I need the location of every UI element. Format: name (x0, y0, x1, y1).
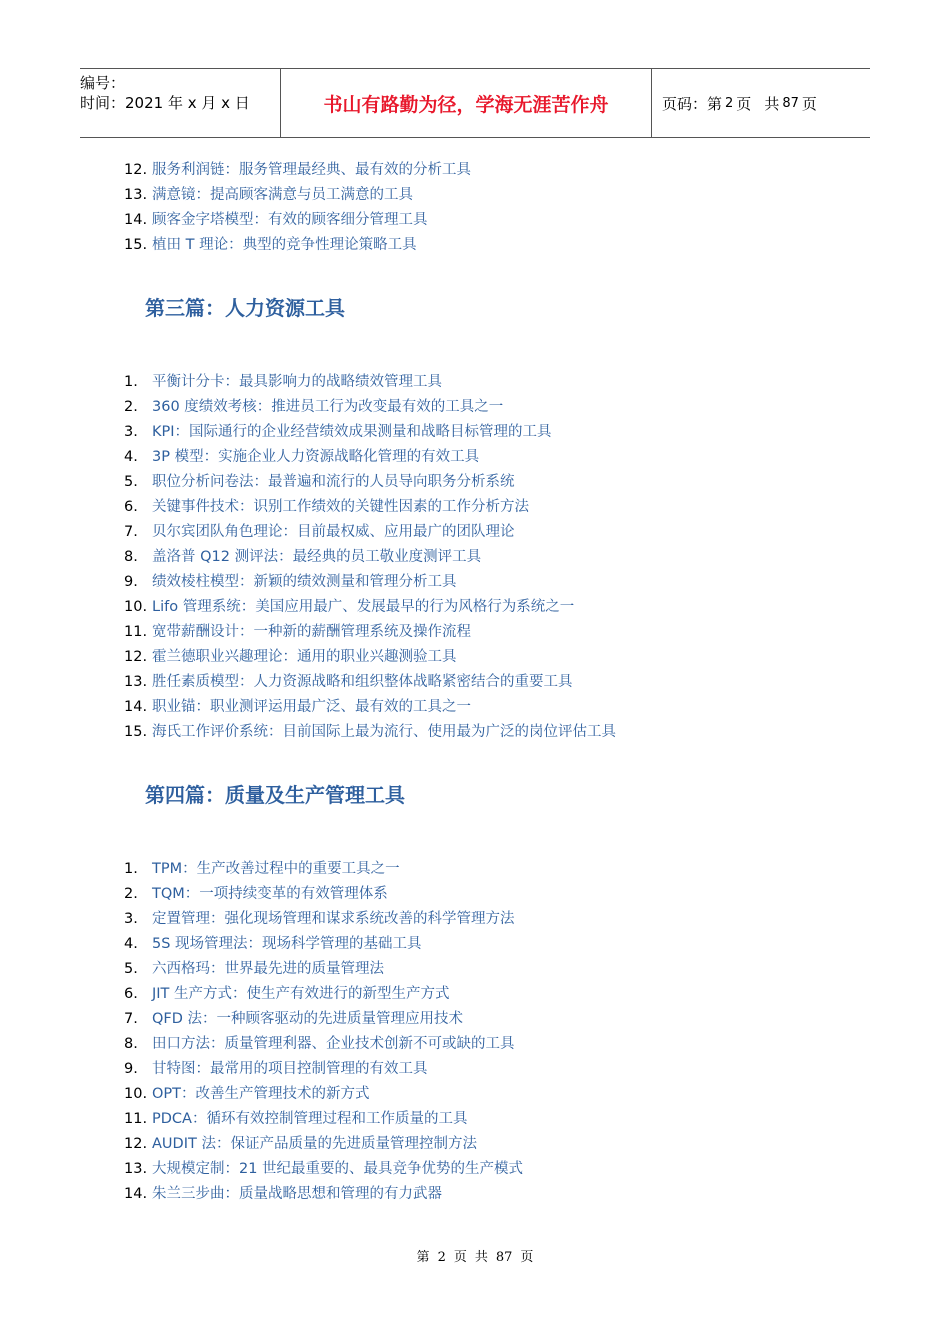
footer-total-pages: 87 (495, 1250, 513, 1265)
list-item: 6. JIT 生产方式：使生产有效进行的新型生产方式 (124, 986, 450, 1002)
list-item: 1. TPM：生产改善过程中的重要工具之一 (124, 861, 400, 877)
list-item: 2. TQM：一项持续变革的有效管理体系 (124, 886, 388, 902)
total-label: 共 (764, 94, 780, 113)
list-item: 12. 服务利润链：服务管理最经典、最有效的分析工具 (124, 162, 471, 178)
footer-prefix: 第 (416, 1250, 430, 1265)
list-item: 8. 田口方法：质量管理利器、企业技术创新不可或缺的工具 (124, 1036, 515, 1052)
footer-total-prefix: 共 (474, 1250, 488, 1265)
list-item: 3. KPI：国际通行的企业经营绩效成果测量和战略目标管理的工具 (124, 424, 552, 440)
page-unit: 页 (736, 94, 752, 113)
page-number: 2 (725, 95, 734, 111)
list-item: 13. 满意镜：提高顾客满意与员工满意的工具 (124, 187, 413, 203)
section-title-hr: 第三篇：人力资源工具 (145, 296, 345, 320)
list-item: 10. OPT：改善生产管理技术的新方式 (124, 1086, 370, 1102)
quality-tools-list (124, 857, 523, 1207)
list-item: 6. 关键事件技术：识别工作绩效的关键性因素的工作分析方法 (124, 499, 529, 515)
list-item: 12. AUDIT 法：保证产品质量的先进质量管理控制方法 (124, 1136, 477, 1152)
total-pages: 87 (782, 95, 799, 111)
list-item: 15. 海氏工作评价系统：目前国际上最为流行、使用最为广泛的岗位评估工具 (124, 724, 616, 740)
list-item: 14. 朱兰三步曲：质量战略思想和管理的有力武器 (124, 1186, 442, 1202)
header-meta (80, 69, 280, 137)
page-label: 页码：第 (662, 94, 723, 113)
list-continued (124, 158, 471, 258)
list-item: 3. 定置管理：强化现场管理和谋求系统改善的科学管理方法 (124, 911, 515, 927)
list-item: 1. 平衡计分卡：最具影响力的战略绩效管理工具 (124, 374, 442, 390)
section-title-quality: 第四篇：质量及生产管理工具 (145, 783, 405, 807)
list-item: 4. 5S 现场管理法：现场科学管理的基础工具 (124, 936, 422, 952)
list-item: 9. 甘特图：最常用的项目控制管理的有效工具 (124, 1061, 428, 1077)
list-item: 5. 六西格玛：世界最先进的质量管理法 (124, 961, 384, 977)
document-date: 时间：2021 年 x 月 x 日 (80, 94, 250, 112)
page-header (80, 68, 870, 138)
list-item: 15. 植田 T 理论：典型的竞争性理论策略工具 (124, 237, 417, 253)
list-item: 4. 3P 模型：实施企业人力资源战略化管理的有效工具 (124, 449, 480, 465)
list-item: 9. 绩效棱柱模型：新颖的绩效测量和管理分析工具 (124, 574, 457, 590)
list-item: 7. QFD 法：一种顾客驱动的先进质量管理应用技术 (124, 1011, 464, 1027)
list-item: 5. 职位分析问卷法：最普遍和流行的人员导向职务分析系统 (124, 474, 515, 490)
list-item: 12. 霍兰德职业兴趣理论：通用的职业兴趣测验工具 (124, 649, 457, 665)
page-footer (0, 1246, 950, 1265)
list-item: 14. 职业锚：职业测评运用最广泛、最有效的工具之一 (124, 699, 471, 715)
list-item: 10. Lifo 管理系统：美国应用最广、发展最早的行为风格行为系统之一 (124, 599, 575, 615)
list-item: 14. 顾客金字塔模型：有效的顾客细分管理工具 (124, 212, 428, 228)
footer-page-unit: 页 (453, 1250, 467, 1265)
list-item: 13. 大规模定制：21 世纪最重要的、最具竞争优势的生产模式 (124, 1161, 524, 1177)
list-item: 11. 宽带薪酬设计：一种新的薪酬管理系统及操作流程 (124, 624, 471, 640)
footer-page-number: 2 (437, 1250, 446, 1265)
list-item: 2. 360 度绩效考核：推进员工行为改变最有效的工具之一 (124, 399, 504, 415)
list-item: 13. 胜任素质模型：人力资源战略和组织整体战略紧密结合的重要工具 (124, 674, 573, 690)
list-item: 11. PDCA：循环有效控制管理过程和工作质量的工具 (124, 1111, 468, 1127)
total-unit: 页 (801, 94, 817, 113)
header-motto: 书山有路勤为径，学海无涯苦作舟 (280, 69, 652, 137)
list-item: 7. 贝尔宾团队角色理论：目前最权威、应用最广的团队理论 (124, 524, 515, 540)
document-number-label: 编号： (80, 74, 126, 92)
list-item: 8. 盖洛普 Q12 测评法：最经典的员工敬业度测评工具 (124, 549, 482, 565)
header-page-info (652, 69, 870, 137)
footer-total-unit: 页 (520, 1250, 534, 1265)
hr-tools-list (124, 370, 616, 745)
